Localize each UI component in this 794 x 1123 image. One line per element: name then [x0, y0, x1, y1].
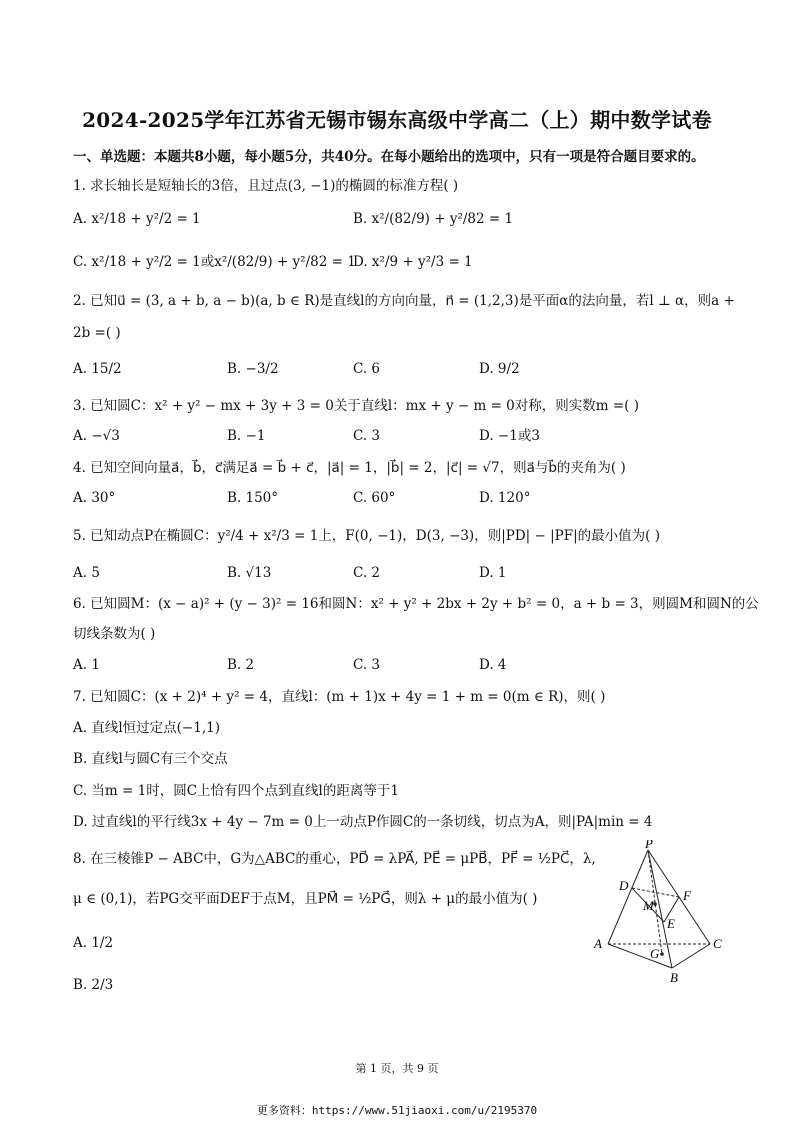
- question-6-option-d: D. 4: [479, 657, 507, 673]
- question-1-option-d: D. x²/9 + y²/3 = 1: [353, 254, 473, 270]
- label-b: B: [670, 970, 678, 985]
- question-6-option-a: A. 1: [73, 657, 100, 673]
- edge-ab: [608, 944, 672, 968]
- question-1-option-b: B. x²/(82/9) + y²/82 = 1: [353, 211, 514, 227]
- question-7-option-c: C. 当m = 1时，圆C上恰有四个点到直线l的距离等于1: [73, 783, 399, 799]
- page-title: 2024-2025学年江苏省无锡市锡东高级中学高二（上）期中数学试卷: [82, 108, 712, 132]
- question-5-option-d: D. 1: [479, 565, 507, 581]
- question-6-option-b: B. 2: [227, 657, 255, 673]
- edge-pa: [608, 850, 648, 944]
- question-6-option-c: C. 3: [353, 657, 381, 673]
- question-2-option-b: B. −3/2: [227, 361, 279, 377]
- question-4-option-b: B. 150°: [227, 490, 279, 506]
- question-1-option-a: A. x²/18 + y²/2 = 1: [73, 211, 201, 227]
- question-2-stem-cont: 2b =( ): [73, 325, 121, 341]
- question-2-option-a: A. 15/2: [73, 361, 122, 377]
- more-resources-link[interactable]: 更多资料：https://www.51jiaoxi.com/u/2195370: [256, 1104, 538, 1117]
- question-7-stem: 7. 已知圆C：(x + 2)⁴ + y² = 4，直线l：(m + 1)x + 4y = 1 + m = 0(m ∈ R)，则( ): [73, 689, 606, 705]
- question-2-option-c: C. 6: [353, 361, 381, 377]
- page-footer: 第 1 页，共 9 页: [355, 1062, 439, 1075]
- question-1-option-c: C. x²/18 + y²/2 = 1或x²/(82/9) + y²/82 = 1: [73, 254, 356, 270]
- question-7-option-a: A. 直线l恒过定点(−1,1): [73, 720, 220, 736]
- label-d: D: [619, 878, 629, 893]
- label-m: M: [643, 898, 654, 913]
- question-3-stem: 3. 已知圆C：x² + y² − mx + 3y + 3 = 0关于直线l：mx + y − m = 0对称，则实数m =( ): [73, 398, 640, 414]
- question-5-option-b: B. √13: [227, 565, 272, 581]
- question-8-stem-cont: μ ∈ (0,1)，若PG交平面DEF于点M，且PM⃗ = ½PG⃗，则λ + μ的最小值为( ): [73, 891, 538, 907]
- point-g: [660, 952, 664, 956]
- question-4-option-a: A. 30°: [73, 490, 116, 506]
- question-5-option-c: C. 2: [353, 565, 381, 581]
- question-3-option-c: C. 3: [353, 428, 381, 444]
- label-a: A: [594, 936, 602, 951]
- question-5-stem: 5. 已知动点P在椭圆C：y²/4 + x²/3 = 1上，F(0, −1)，D(3, −3)，则|PD| − |PF|的最小值为( ): [73, 528, 660, 544]
- question-8-option-a: A. 1/2: [73, 935, 114, 951]
- question-2-option-d: D. 9/2: [479, 361, 520, 377]
- question-3-option-d: D. −1或3: [479, 428, 540, 444]
- label-c: C: [713, 936, 722, 951]
- label-p: P: [645, 840, 653, 851]
- label-e: E: [667, 916, 675, 931]
- question-4-stem: 4. 已知空间向量a⃗，b⃗，c⃗满足a⃗ = b⃗ + c⃗，|a⃗| = 1，|b⃗| = 2，|c⃗| = √7，则a⃗与b⃗的夹角为( ): [73, 460, 626, 476]
- label-g: G: [650, 946, 660, 961]
- question-4-option-c: C. 60°: [353, 490, 396, 506]
- question-3-option-b: B. −1: [227, 428, 266, 444]
- question-8-stem: 8. 在三棱锥P − ABC中，G为△ABC的重心，PD⃗ = λPA⃗, PE⃗ = μPB⃗，PF⃗ = ½PC⃗，λ,: [73, 851, 596, 867]
- label-f: F: [683, 888, 691, 903]
- question-7-option-d: D. 过直线l的平行线3x + 4y − 7m = 0上一动点P作圆C的一条切线，切点为A，则|PA|min = 4: [73, 814, 653, 830]
- question-7-option-b: B. 直线l与圆C有三个交点: [73, 751, 228, 767]
- edge-bc: [672, 944, 710, 968]
- question-2-stem: 2. 已知u⃗ = (3, a + b, a − b)(a, b ∈ R)是直线l的方向向量，n⃗ = (1,2,3)是平面α的法向量，若l ⊥ α，则a +: [73, 293, 735, 309]
- question-4-option-d: D. 120°: [479, 490, 531, 506]
- section-heading: 一、单选题：本题共8小题，每小题5分，共40分。在每小题给出的选项中，只有一项是符合题目要求的。: [73, 149, 705, 165]
- question-8-option-b: B. 2/3: [73, 977, 114, 993]
- question-5-option-a: A. 5: [73, 565, 100, 581]
- question-6-stem: 6. 已知圆M：(x − a)² + (y − 3)² = 16和圆N：x² + y² + 2bx + 2y + b² = 0，a + b = 3，则圆M和圆N的公: [73, 596, 759, 612]
- question-1-stem: 1. 求长轴长是短轴长的3倍，且过点(3, −1)的椭圆的标准方程( ): [73, 178, 459, 194]
- tetrahedron-figure: [588, 840, 728, 990]
- question-6-stem-cont: 切线条数为( ): [73, 626, 156, 642]
- question-3-option-a: A. −√3: [73, 428, 120, 444]
